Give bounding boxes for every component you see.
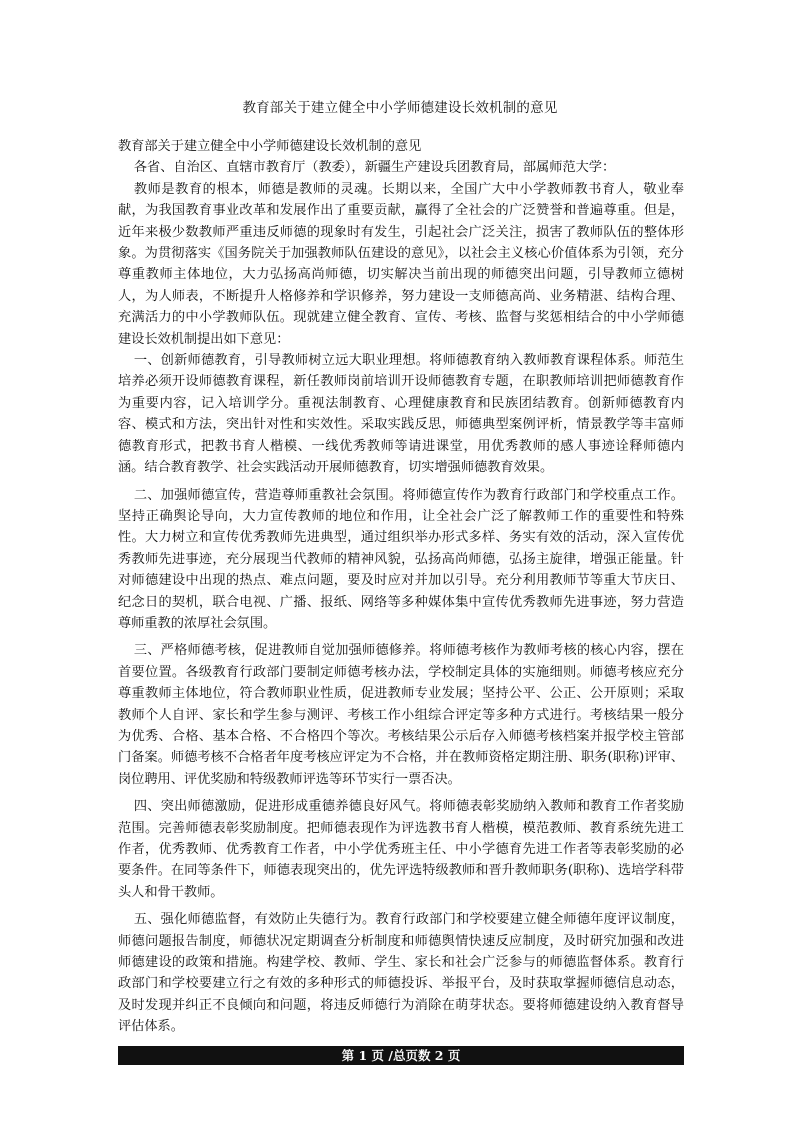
document-body [118, 136, 684, 1044]
page-title: 教育部关于建立健全中小学师德建设长效机制的意见 [242, 100, 558, 116]
document-heading: 教育部关于建立健全中小学师德建设长效机制的意见 [118, 139, 422, 154]
section-paragraph-3: 三、严格师德考核，促进教师自觉加强师德修养。将师德考核作为教师考核的核心内容，摆在首要位置。各级教育行政部门要制定师德考核办法，学校制定具体的实施细则。师德考核应充分尊重教师主体地位，符合教师职业性质，促进教师专业发展；坚持公平、公正、公开原则；采取教师个人自评、家长和学生参与测评、考核工作小组综合评定等多种方式进行。考核结果一般分为优秀、合格、基本合格、不合格四个等次。考核结果公示后存入师德考核档案并报学校主管部门备案。师德考核不合格者年度考核应评定为不合格，并在教师资格定期注册、职务(职称)评审、岗位聘用、评优奖励和特级教师评选等环节实行一票否决。 [118, 643, 684, 787]
section-paragraph-1: 一、创新师德教育，引导教师树立远大职业理想。将师德教育纳入教师教育课程体系。师范生培养必须开设师德教育课程，新任教师岗前培训开设师德教育专题，在职教师培训把师德教育作为重要内容，记入培训学分。重视法制教育、心理健康教育和民族团结教育。创新师德教育内容、模式和方法，突出针对性和实效性。采取实践反思，师德典型案例评析，情景教学等丰富师德教育形式，把教书育人楷模、一线优秀教师等请进课堂，用优秀教师的感人事迹诠释师德内涵。结合教育教学、社会实践活动开展师德教育，切实增强师德教育效果。 [118, 353, 684, 476]
section-paragraph-5: 五、强化师德监督，有效防止失德行为。教育行政部门和学校要建立健全师德年度评议制度，师德问题报告制度，师德状况定期调查分析制度和师德舆情快速反应制度，及时研究加强和改进师德建设的政策和措施。构建学校、教师、学生、家长和社会广泛参与的师德监督体系。教育行政部门和学校要建立行之有效的多种形式的师德投诉、举报平台，及时获取掌握师德信息动态，及时发现并纠正不良倾向和问题，将违反师德行为消除在萌芽状态。要将师德建设纳入教育督导评估体系。 [118, 912, 684, 1035]
section-paragraph-2: 二、加强师德宣传，营造尊师重教社会氛围。将师德宣传作为教育行政部门和学校重点工作。坚持正确舆论导向，大力宣传教师的地位和作用，让全社会广泛了解教师工作的重要性和特殊性。大力树立和宣传优秀教师先进典型，通过组织举办形式多样、务实有效的活动，深入宣传优秀教师先进事迹，充分展现当代教师的精神风貌，弘扬高尚师德，弘扬主旋律，增强正能量。针对师德建设中出现的热点、难点问题，要及时应对并加以引导。充分利用教师节等重大节庆日、纪念日的契机，联合电视、广播、报纸、网络等多种媒体集中宣传优秀教师先进事迹，努力营造尊师重教的浓厚社会氛围。 [118, 487, 684, 631]
page-number-label: 第 1 页 /总页数 2 页 [341, 1048, 461, 1063]
intro-paragraph: 教师是教育的根本，师德是教师的灵魂。长期以来，全国广大中小学教师教书育人，敬业奉献，为我国教育事业改革和发展作出了重要贡献，赢得了全社会的广泛赞誉和普遍尊重。但是，近年来极少数教师严重违反师德的现象时有发生，引起社会广泛关注，损害了教师队伍的整体形象。为贯彻落实《国务院关于加强教师队伍建设的意见》，以社会主义核心价值体系为引领，充分尊重教师主体地位，大力弘扬高尚师德，切实解决当前出现的师德突出问题，引导教师立德树人，为人师表，不断提升人格修养和学识修养，努力建设一支师德高尚、业务精湛、结构合理、充满活力的中小学教师队伍。现就建立健全教育、宣传、考核、监督与奖惩相结合的中小学师德建设长效机制提出如下意见： [118, 181, 684, 347]
section-paragraph-4: 四、突出师德激励，促进形成重德养德良好风气。将师德表彰奖励纳入教师和教育工作者奖励范围。完善师德表彰奖励制度。把师德表现作为评选教书育人楷模，模范教师、教育系统先进工作者，优秀教师、优秀教育工作者，中小学优秀班主任、中小学德育先进工作者等表彰奖励的必要条件。在同等条件下，师德表现突出的，优先评选特级教师和晋升教师职务(职称)、选培学科带头人和骨干教师。 [118, 799, 684, 900]
salutation: 各省、自治区、直辖市教育厅（教委），新疆生产建设兵团教育局，部属师范大学： [133, 160, 616, 176]
page-footer [118, 1046, 684, 1065]
